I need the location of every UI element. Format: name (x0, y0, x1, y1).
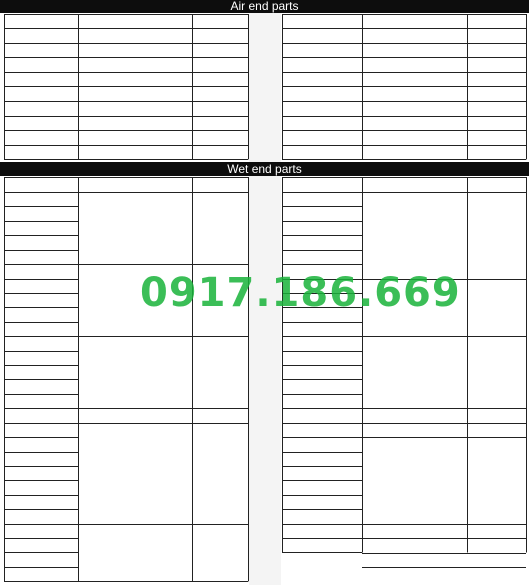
wet-part-code (285, 206, 362, 220)
air-part-qty (192, 116, 248, 131)
wet-group-name (366, 423, 467, 437)
air-header-name (82, 14, 192, 28)
air-part-qty (467, 116, 526, 131)
wet-group-qty (192, 423, 248, 524)
wet-header-name (366, 177, 467, 192)
wet-part-code (7, 480, 78, 494)
wet-header-qty (192, 177, 248, 192)
air-part-qty (467, 72, 526, 87)
separator-column (249, 13, 281, 162)
wet-part-code (7, 221, 78, 235)
wet-part-code (7, 293, 78, 307)
wet-part-code (285, 408, 362, 422)
air-part-code (285, 116, 362, 131)
wet-part-code (7, 279, 78, 293)
air-part-code (285, 72, 362, 87)
air-part-code (7, 43, 78, 58)
wet-part-code (7, 466, 78, 480)
air-part-name (82, 57, 192, 72)
air-part-code (7, 57, 78, 72)
wet-part-code (7, 509, 78, 523)
air-part-qty (192, 72, 248, 87)
wet-header-code (284, 177, 362, 192)
wet-part-code (7, 538, 78, 552)
wet-group-qty (467, 538, 526, 552)
wet-part-code (7, 307, 78, 321)
air-part-qty (467, 28, 526, 43)
wet-part-code (7, 322, 78, 336)
air-part-name (82, 86, 192, 101)
air-part-code (7, 101, 78, 116)
air-part-code (7, 145, 78, 160)
wet-group-qty (192, 524, 248, 582)
wet-part-code (285, 452, 362, 466)
wet-group-name (82, 423, 192, 524)
wet-group-name (82, 192, 192, 264)
wet-group-qty (467, 437, 526, 524)
wet-group-qty (467, 553, 526, 567)
wet-group-qty (467, 524, 526, 538)
wet-part-code (285, 480, 362, 494)
air-part-name (366, 130, 467, 145)
air-part-name (366, 43, 467, 58)
wet-header-qty (467, 177, 526, 192)
air-part-name (366, 86, 467, 101)
wet-part-code (7, 365, 78, 379)
wet-group-name (366, 524, 467, 538)
wet-part-code (285, 235, 362, 249)
wet-group-qty (192, 192, 248, 264)
air-part-name (82, 145, 192, 160)
air-part-name (82, 43, 192, 58)
wet-part-code (285, 423, 362, 437)
wet-group-qty (467, 279, 526, 337)
air-part-qty (192, 145, 248, 160)
wet-end-header: Wet end parts (0, 162, 529, 176)
wet-group-qty (192, 336, 248, 408)
air-part-code (7, 116, 78, 131)
air-part-qty (467, 86, 526, 101)
wet-group-name (82, 336, 192, 408)
air-part-name (82, 72, 192, 87)
air-part-code (285, 101, 362, 116)
air-part-name (366, 72, 467, 87)
wet-part-code (7, 437, 78, 451)
wet-part-code (7, 351, 78, 365)
wet-group-name (366, 192, 467, 279)
air-part-name (366, 116, 467, 131)
air-part-qty (192, 28, 248, 43)
wet-group-qty (467, 336, 526, 408)
air-end-header: Air end parts (0, 0, 529, 13)
wet-group-qty (467, 423, 526, 437)
wet-part-code (7, 264, 78, 278)
wet-group-name (82, 524, 192, 582)
phone-watermark: 0917.186.669 (140, 270, 461, 316)
wet-part-code (7, 336, 78, 350)
air-header-name (366, 14, 467, 28)
wet-group-name (366, 336, 467, 408)
air-part-code (285, 130, 362, 145)
wet-part-code (7, 524, 78, 538)
air-part-code (285, 86, 362, 101)
wet-group-qty (192, 408, 248, 422)
air-part-code (285, 28, 362, 43)
air-part-qty (192, 86, 248, 101)
air-part-code (285, 57, 362, 72)
air-part-name (366, 28, 467, 43)
wet-part-code (285, 437, 362, 451)
wet-header-code (6, 177, 78, 192)
air-header-code (6, 14, 78, 28)
wet-part-code (285, 509, 362, 523)
wet-part-code (285, 250, 362, 264)
wet-part-code (7, 235, 78, 249)
air-part-name (82, 28, 192, 43)
air-part-qty (467, 57, 526, 72)
air-part-qty (467, 43, 526, 58)
wet-part-code (285, 365, 362, 379)
wet-part-code (285, 192, 362, 206)
wet-part-code (285, 221, 362, 235)
wet-part-code (285, 336, 362, 350)
wet-part-code (7, 408, 78, 422)
air-part-name (366, 101, 467, 116)
air-part-qty (192, 101, 248, 116)
wet-group-name (366, 437, 467, 524)
wet-part-code (7, 206, 78, 220)
wet-part-code (7, 379, 78, 393)
air-part-qty (192, 130, 248, 145)
wet-part-code (285, 394, 362, 408)
wet-part-code (7, 567, 78, 581)
air-header-code (284, 14, 362, 28)
air-header-qty (467, 14, 526, 28)
air-part-qty (467, 101, 526, 116)
wet-part-code (285, 322, 362, 336)
air-part-code (7, 86, 78, 101)
wet-part-code (285, 379, 362, 393)
air-part-code (7, 130, 78, 145)
air-part-name (82, 130, 192, 145)
wet-part-code (7, 250, 78, 264)
wet-part-code (7, 192, 78, 206)
wet-part-code (7, 553, 78, 567)
air-part-qty (192, 57, 248, 72)
air-part-qty (192, 43, 248, 58)
air-part-qty (467, 130, 526, 145)
air-header-qty (192, 14, 248, 28)
air-part-code (285, 43, 362, 58)
wet-part-code (7, 394, 78, 408)
wet-group-name (366, 538, 467, 552)
wet-part-code (285, 538, 362, 552)
wet-group-qty (467, 192, 526, 279)
wet-group-name (82, 408, 192, 422)
wet-part-code (285, 495, 362, 509)
separator-column (249, 176, 281, 585)
air-part-code (7, 28, 78, 43)
wet-part-code (7, 452, 78, 466)
air-part-name (82, 101, 192, 116)
wet-part-code (285, 466, 362, 480)
wet-part-code (285, 351, 362, 365)
wet-group-qty (467, 408, 526, 422)
wet-group-name (366, 408, 467, 422)
wet-part-code (7, 495, 78, 509)
air-part-name (366, 57, 467, 72)
wet-header-name (82, 177, 192, 192)
wet-group-name (366, 553, 467, 567)
air-part-name (82, 116, 192, 131)
wet-part-code (285, 524, 362, 538)
air-part-code (7, 72, 78, 87)
wet-part-code (7, 423, 78, 437)
